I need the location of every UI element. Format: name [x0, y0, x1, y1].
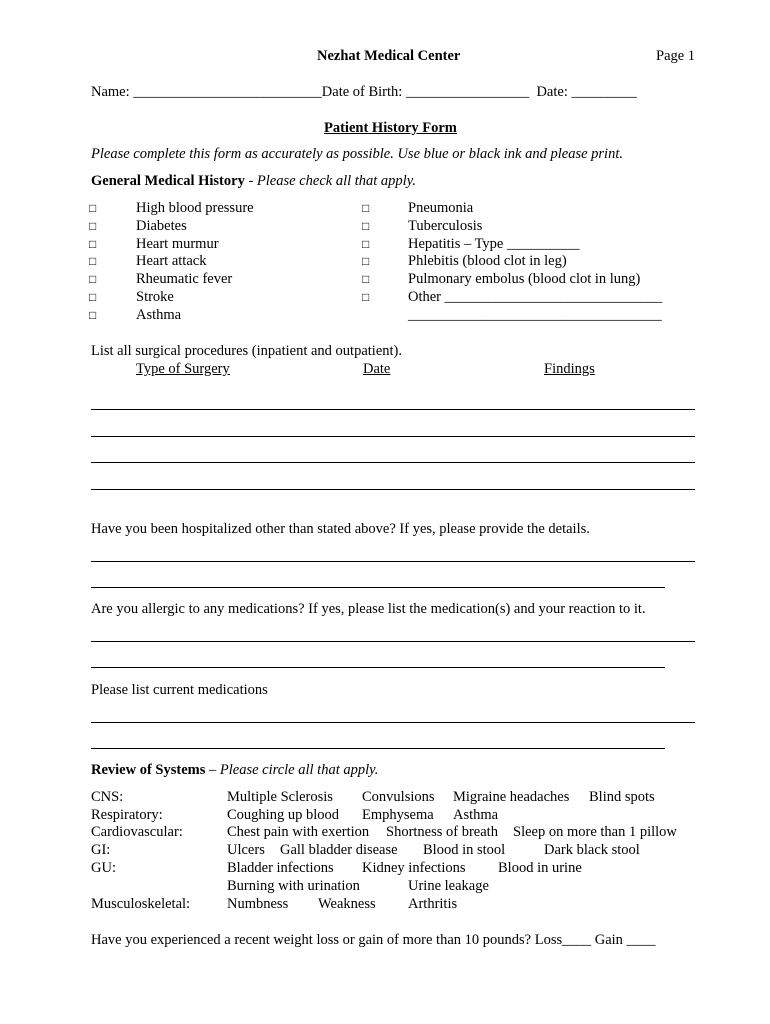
review-heading: Review of Systems	[91, 762, 206, 778]
col-type-of-surgery: Type of Surgery	[136, 361, 230, 377]
system-label-respiratory: Respiratory:	[91, 807, 163, 823]
system-label-cardiovascular: Cardiovascular:	[91, 824, 183, 840]
condition-label: Stroke	[136, 289, 174, 305]
condition-label: Asthma	[136, 307, 182, 323]
checkbox-heart-attack[interactable]: □	[89, 254, 97, 268]
hospitalized-line[interactable]	[91, 561, 695, 562]
checkbox-tuberculosis[interactable]: □	[362, 219, 370, 233]
symptom-arthritis[interactable]: Arthritis	[408, 896, 458, 912]
surgery-line[interactable]	[91, 489, 695, 490]
checkbox-asthma[interactable]: □	[89, 308, 97, 322]
symptom-dark-black-stool[interactable]: Dark black stool	[544, 842, 640, 858]
checkbox-pneumonia[interactable]: □	[362, 201, 370, 215]
other-extra-line[interactable]: ___________________________________	[408, 307, 662, 323]
symptom-blind-spots[interactable]: Blind spots	[589, 789, 655, 805]
dob-label: Date of Birth:	[321, 84, 403, 100]
symptom-weakness[interactable]: Weakness	[318, 896, 376, 912]
checkbox-hepatitis[interactable]: □	[362, 237, 370, 251]
date-field[interactable]: _________	[571, 84, 637, 100]
surgery-prompt: List all surgical procedures (inpatient and outpatient).	[91, 343, 402, 359]
symptom-ulcers[interactable]: Ulcers	[227, 842, 265, 858]
condition-label: Heart attack	[136, 253, 207, 269]
hospitalized-line[interactable]	[91, 587, 665, 588]
general-history-header	[91, 172, 416, 190]
review-header	[91, 761, 378, 779]
separator: -	[248, 173, 254, 189]
condition-label: Phlebitis (blood clot in leg)	[408, 253, 567, 269]
checkbox-diabetes[interactable]: □	[89, 219, 97, 233]
symptom-chest-pain[interactable]: Chest pain with exertion	[227, 824, 370, 840]
system-label-cns: CNS:	[91, 789, 124, 805]
weight-gain-field[interactable]: Gain ____	[594, 932, 656, 948]
center-name: Nezhat Medical Center	[317, 48, 461, 64]
weight-question: Have you experienced a recent weight loss or gain of more than 10 pounds?	[91, 932, 532, 948]
symptom-convulsions[interactable]: Convulsions	[362, 789, 435, 805]
symptom-sleep-pillow[interactable]: Sleep on more than 1 pillow	[513, 824, 677, 840]
condition-label: Rheumatic fever	[136, 271, 233, 287]
symptom-bladder-infections[interactable]: Bladder infections	[227, 860, 334, 876]
symptom-multiple-sclerosis[interactable]: Multiple Sclerosis	[227, 789, 333, 805]
system-label-musculoskeletal: Musculoskeletal:	[91, 896, 191, 912]
review-instruction: Please circle all that apply.	[219, 762, 379, 778]
symptom-gall-bladder[interactable]: Gall bladder disease	[280, 842, 398, 858]
symptom-coughing-up-blood[interactable]: Coughing up blood	[227, 807, 339, 823]
symptom-urine-leakage[interactable]: Urine leakage	[408, 878, 489, 894]
condition-label: Pulmonary embolus (blood clot in lung)	[408, 271, 641, 287]
col-findings: Findings	[544, 361, 595, 377]
symptom-asthma[interactable]: Asthma	[453, 807, 499, 823]
condition-label: Tuberculosis	[408, 218, 483, 234]
name-label: Name:	[91, 84, 130, 100]
weight-question-line	[91, 931, 656, 949]
system-label-gi: GI:	[91, 842, 111, 858]
medications-line[interactable]	[91, 722, 695, 723]
symptom-numbness[interactable]: Numbness	[227, 896, 289, 912]
col-date: Date	[363, 361, 391, 377]
page-number: Page 1	[656, 48, 696, 64]
name-field[interactable]: __________________________	[133, 84, 322, 100]
checkbox-stroke[interactable]: □	[89, 290, 97, 304]
symptom-emphysema[interactable]: Emphysema	[362, 807, 434, 823]
general-history-instruction: Please check all that apply.	[256, 173, 416, 189]
surgery-line[interactable]	[91, 436, 695, 437]
surgery-line[interactable]	[91, 462, 695, 463]
form-title: Patient History Form	[324, 120, 457, 136]
symptom-kidney-infections[interactable]: Kidney infections	[362, 860, 466, 876]
condition-label: Heart murmur	[136, 236, 219, 252]
symptom-migraine-headaches[interactable]: Migraine headaches	[453, 789, 570, 805]
surgery-line[interactable]	[91, 409, 695, 410]
date-label: Date:	[536, 84, 568, 100]
checkbox-pulmonary-embolus[interactable]: □	[362, 272, 370, 286]
checkbox-high-blood-pressure[interactable]: □	[89, 201, 97, 215]
form-instructions: Please complete this form as accurately as possible. Use blue or black ink and please print.	[91, 146, 623, 162]
condition-label: Diabetes	[136, 218, 187, 234]
symptom-burning-urination[interactable]: Burning with urination	[227, 878, 360, 894]
dob-field[interactable]: _________________	[405, 84, 530, 100]
symptom-blood-in-urine[interactable]: Blood in urine	[498, 860, 582, 876]
medications-line[interactable]	[91, 748, 665, 749]
condition-label: Pneumonia	[408, 200, 474, 216]
condition-label: Other ______________________________	[408, 289, 663, 305]
identity-line	[91, 83, 637, 101]
allergies-prompt: Are you allergic to any medications? If yes, please list the medication(s) and your reaction to it.	[91, 601, 646, 617]
review-dash: –	[209, 762, 217, 778]
symptom-shortness-of-breath[interactable]: Shortness of breath	[386, 824, 498, 840]
weight-loss-field[interactable]: Loss____	[534, 932, 592, 948]
checkbox-heart-murmur[interactable]: □	[89, 237, 97, 251]
medications-prompt: Please list current medications	[91, 682, 268, 698]
symptom-blood-in-stool[interactable]: Blood in stool	[423, 842, 506, 858]
general-history-heading: General Medical History	[91, 173, 245, 189]
hospitalized-prompt: Have you been hospitalized other than stated above? If yes, please provide the details.	[91, 521, 590, 537]
checkbox-rheumatic-fever[interactable]: □	[89, 272, 97, 286]
allergies-line[interactable]	[91, 641, 695, 642]
system-label-gu: GU:	[91, 860, 116, 876]
condition-label: High blood pressure	[136, 200, 254, 216]
allergies-line[interactable]	[91, 667, 665, 668]
checkbox-phlebitis[interactable]: □	[362, 254, 370, 268]
condition-label: Hepatitis – Type __________	[408, 236, 580, 252]
checkbox-other[interactable]: □	[362, 290, 370, 304]
